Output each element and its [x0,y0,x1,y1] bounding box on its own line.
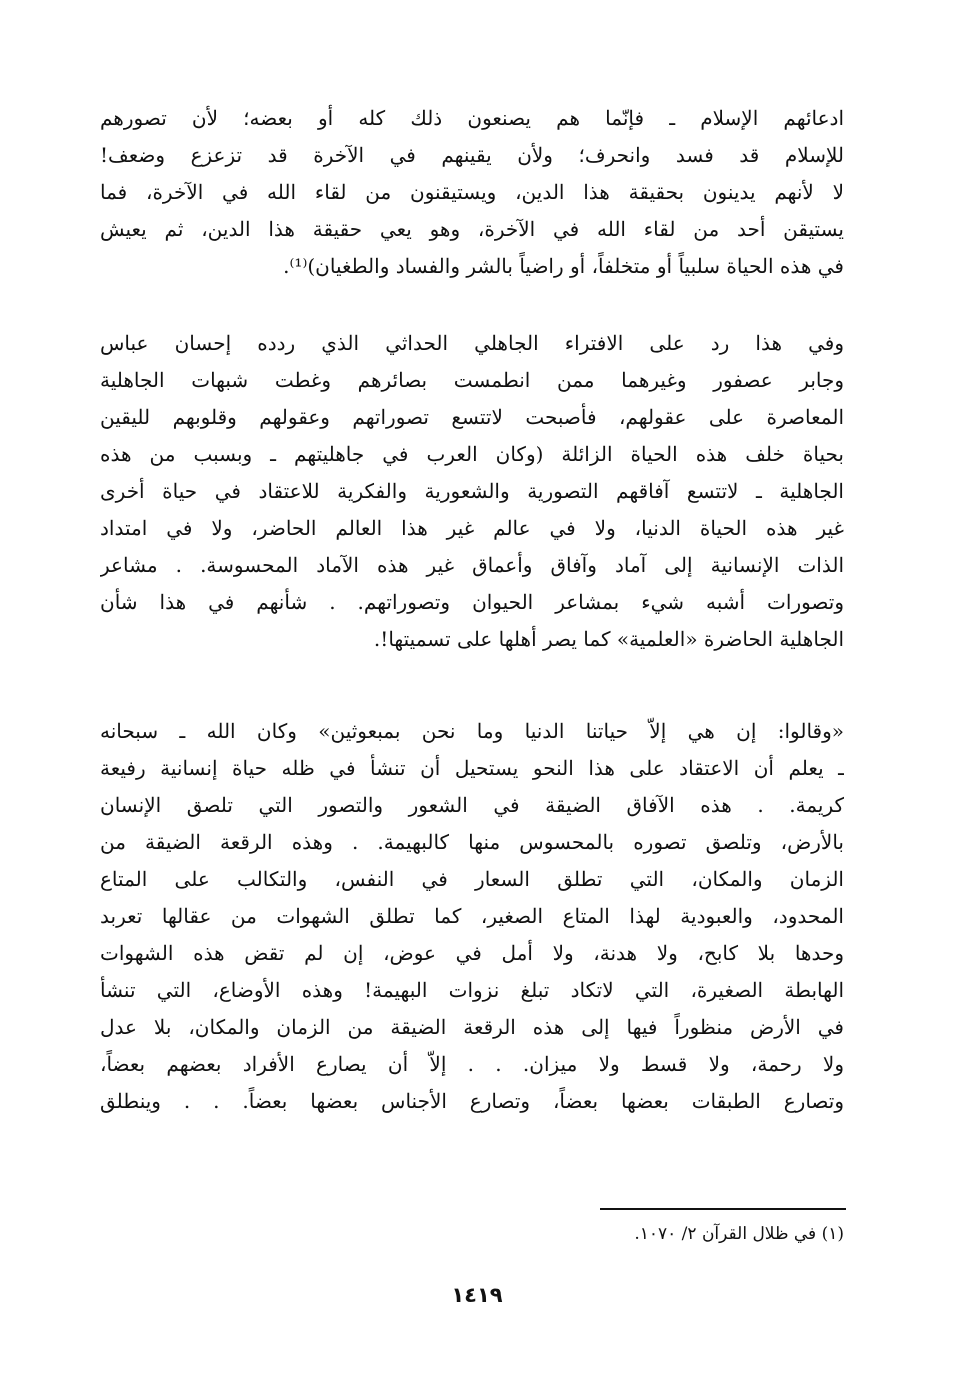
text-line: غير هذه الحياة الدنيا، ولا في عالم غير هذا العالم الحاضر، ولا في امتداد [100,516,844,540]
text-line: الزمان والمكان، التي تطلق السعار في النفس، والتكالب على المتاع [100,867,844,891]
text-line: «وقالوا: إن هي إلاّ حياتنا الدنيا وما نحن بمبعوثين» وكان الله ـ سبحانه [100,719,844,743]
text-line: وجابر عصفور وغيرهما ممن انطمست بصائرهم وغطت شبهات الجاهلية [100,368,844,392]
text-line: ادعائهم الإسلام ـ فإنّما هم يصنعون ذلك كله أو بعضه؛ لأن تصورهم [100,106,844,130]
text-line: وفي هذا رد على الافتراء الجاهلي الحداثي الذي ردده إحسان عباس [100,331,844,355]
text-line: لا لأنهم يدينون بحقيقة هذا الدين، ويستيقنون من لقاء الله في الآخرة، فما [100,180,844,204]
paragraph-3 [100,713,844,1120]
text-line: وحدها بلا كابح، ولا هدنة، ولا أمل في عوض، إن لم تقض هذه الشهوات [100,941,844,965]
text-line: المحدود، والعبودية لهذا المتاع الصغير، كما تطلق الشهوات من عقالها تعربد [100,904,844,928]
page-number: ١٤١٩ [451,1283,503,1307]
text-line: الجاهلية الحاضرة «العلمية» كما يصر أهلها على تسميتها!. [373,627,844,651]
text-line: الهابطة الصغيرة، التي لاتكاد تبلغ نزوات البهيمة! وهذه الأوضاع، التي تنشأ [100,978,844,1002]
text-line: ولا رحمة، ولا قسط ولا ميزان. . . إلاّ أن يصارع الأفراد بعضهم بعضاً، [100,1052,844,1076]
text-line: الذات الإنسانية إلى آماد وآفاق وأعماق غير هذه الآماد المحسوسة. . مشاعر [100,553,844,577]
text-line: المعاصرة على عقولهم، فأصبحت لاتتسع تصوراتهم وعقولهم وقلوبهم لليقين [100,405,844,429]
paragraph-2 [100,325,844,658]
text-line: للإسلام قد فسد وانحرف؛ ولأن يقينهم في الآخرة قد تزعزع وضعف! [100,143,844,167]
footnote: (١) في ظلال القرآن ٢/ ١٠٧٠. [634,1224,844,1244]
text-line: الجاهلية ـ لاتتسع آفاقهم التصورية والشعورية والفكرية للاعتقاد في حياة أخرى [100,479,844,503]
text-line: بحياة خلف هذه الحياة الزائلة (وكان العرب في جاهليتهم ـ وبسبب من هذه [100,442,844,466]
text-line: في الأرض منظوراً فيها إلى هذه الرقعة الضيقة من الزمان والمكان، بلا عدل [100,1015,844,1039]
text-line: ـ يعلم أن الاعتقاد على هذا النحو يستحيل أن تنشأ في ظله حياة إنسانية رفيعة [100,756,844,780]
text-line: في هذه الحياة سلبياً أو متخلفاً، أو راضياً بالشر والفساد والطغيان)⁽¹⁾. [283,254,844,278]
footnote-divider [600,1208,846,1210]
paragraph-1 [100,100,844,285]
text-line: وتصارع الطبقات بعضها بعضاً، وتصارع الأجناس بعضها بعضاً. . . وينطلق [100,1089,844,1113]
text-line: وتصورات أشبه شيء بمشاعر الحيوان وتصوراتهم. . شأنهم في هذا شأن [100,590,844,614]
text-line: يستيقن أحد من لقاء الله في الآخرة، وهو يعي حقيقة هذا الدين، ثم يعيش [100,217,844,241]
text-line: كريمة. . هذه الآفاق الضيقة في الشعور والتصور التي تلصق الإنسان [100,793,844,817]
text-line: بالأرض، وتلصق تصوره بالمحسوس منها كالبهيمة. . وهذه الرقعة الضيقة من [100,830,844,854]
